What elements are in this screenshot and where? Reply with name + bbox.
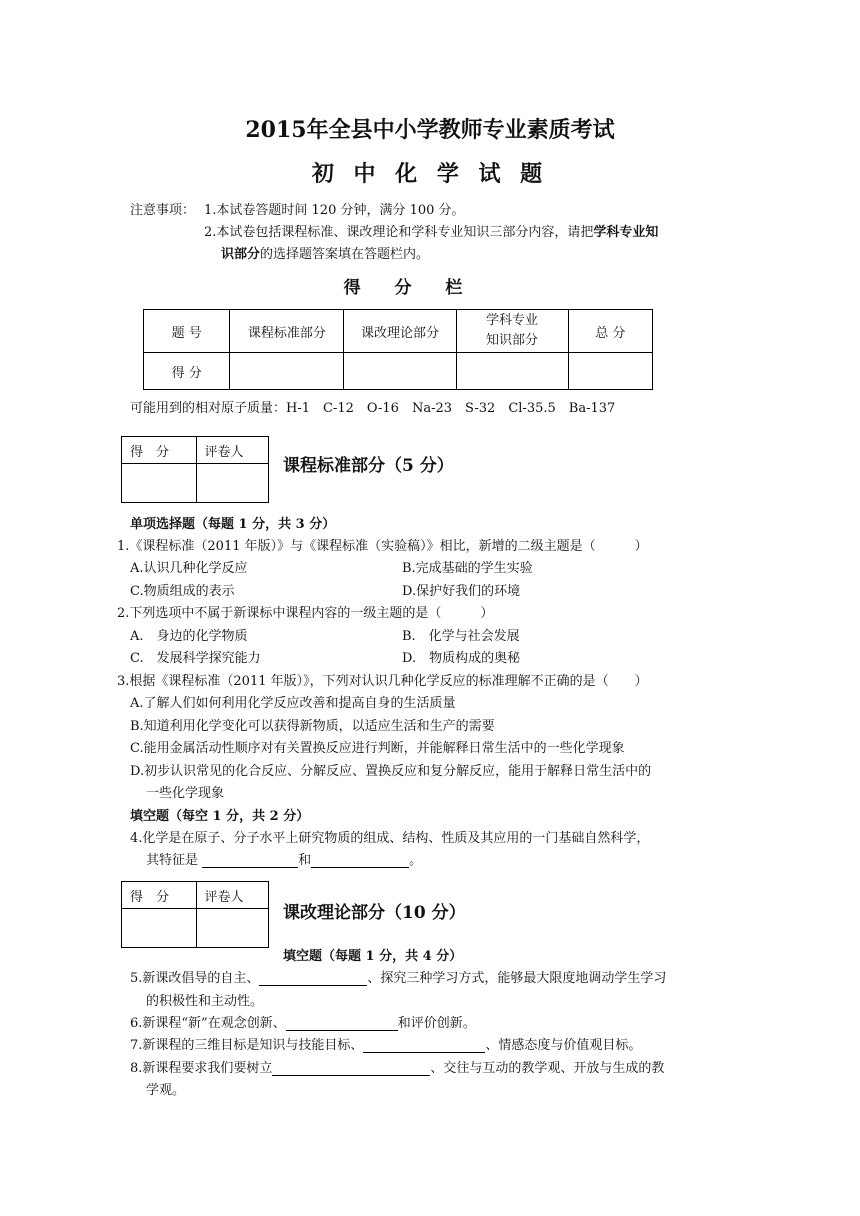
q2-option-b[interactable]: B. 化学与社会发展 [402, 629, 520, 644]
q4-blank-2[interactable] [311, 853, 409, 868]
score-cell-theory[interactable] [344, 353, 456, 390]
part2-fill-heading: 填空题（每题 1 分，共 4 分） [283, 949, 463, 964]
part1-mc-heading: 单项选择题（每题 1 分，共 3 分） [130, 517, 336, 532]
part1-fill-heading: 填空题（每空 1 分，共 2 分） [130, 809, 310, 824]
score-cell-subject[interactable] [456, 353, 568, 390]
q3-stem: 3.根据《课程标准（2011 年版）》，下列对认识几种化学反应的标准理解不正确的是（ ） [117, 674, 648, 689]
q6: 6.新课程“新”在观念创新、 和评价创新。 [130, 1016, 476, 1031]
q8-line2: 学观。 [146, 1083, 186, 1098]
q4-line2: 其特征是 和 。 [146, 853, 423, 868]
q5-line2: 的积极性和主动性。 [146, 994, 264, 1009]
grader-name-label: 评卷人 [196, 882, 268, 909]
grader-name-label: 评卷人 [196, 437, 268, 464]
grader-score-cell[interactable] [122, 909, 197, 948]
q3-option-d-cont: 一些化学现象 [146, 786, 225, 801]
q7: 7.新课程的三维目标是知识与技能目标、 、情感态度与价值观目标。 [130, 1038, 642, 1053]
score-header-number: 题 号 [144, 310, 230, 353]
q2-stem: 2.下列选项中不属于新课标中课程内容的一级主题的是（ ） [117, 606, 494, 621]
q4-blank-1[interactable] [202, 853, 298, 868]
notice-item-1: 1.本试卷答题时间 120 分钟，满分 100 分。 [204, 203, 465, 218]
grader-name-cell[interactable] [196, 909, 268, 948]
notice-item-2: 2.本试卷包括课程标准、课改理论和学科专业知识三部分内容，请把学科专业知 [204, 225, 659, 240]
exam-subtitle: 初 中 化 学 试 题 [311, 161, 549, 187]
q5-line1: 5.新课改倡导的自主、 、探究三种学习方式，能够最大限度地调动学生学习 [130, 971, 667, 986]
q4-line1: 4.化学是在原子、分子水平上研究物质的组成、结构、性质及其应用的一门基础自然科学， [130, 831, 650, 846]
q1-option-c[interactable]: C.物质组成的表示 [130, 584, 235, 599]
q1-option-d[interactable]: D.保护好我们的环境 [402, 584, 521, 599]
q1-option-b[interactable]: B.完成基础的学生实验 [402, 561, 533, 576]
q3-option-b[interactable]: B.知道利用化学变化可以获得新物质，以适应生活和生产的需要 [130, 719, 495, 734]
q3-option-d[interactable]: D.初步认识常见的化合反应、分解反应、置换反应和复分解反应，能用于解释日常生活中的 [130, 764, 652, 779]
grader-score-cell[interactable] [122, 464, 197, 503]
q2-option-a[interactable]: A. 身边的化学物质 [130, 629, 248, 644]
score-header-subject: 学科专业 知识部分 [456, 310, 568, 353]
score-cell-total[interactable] [568, 353, 652, 390]
q5-blank[interactable] [259, 971, 367, 986]
score-header-total: 总 分 [568, 310, 652, 353]
q7-blank[interactable] [363, 1038, 485, 1053]
score-cell-standard[interactable] [230, 353, 344, 390]
grader-name-cell[interactable] [196, 464, 268, 503]
score-header-standard: 课程标准部分 [230, 310, 344, 353]
q3-option-c[interactable]: C.能用金属活动性顺序对有关置换反应进行判断，并能解释日常生活中的一些化学现象 [130, 741, 625, 756]
q1-option-a[interactable]: A.认识几种化学反应 [130, 561, 248, 576]
grader-score-label: 得 分 [122, 437, 197, 464]
score-header-theory: 课改理论部分 [344, 310, 456, 353]
part1-title: 课程标准部分（5 分） [283, 456, 454, 476]
q6-blank[interactable] [286, 1016, 398, 1031]
grader-box-part2 [121, 881, 269, 948]
q2-option-c[interactable]: C. 发展科学探究能力 [130, 651, 261, 666]
q1-stem: 1.《课程标准（2011 年版）》与《课程标准（实验稿）》相比，新增的二级主题是（ ） [117, 539, 648, 554]
score-section-title: 得 分 栏 [343, 278, 477, 298]
notice-item-2-cont: 识部分的选择题答案填在答题栏内。 [221, 247, 430, 262]
q2-option-d[interactable]: D. 物质构成的奥秘 [402, 651, 521, 666]
q8-line1: 8.新课程要求我们要树立 、交往与互动的教学观、开放与生成的教 [130, 1061, 665, 1076]
exam-title: 2015年全县中小学教师专业素质考试 [245, 117, 615, 143]
grader-score-label: 得 分 [122, 882, 197, 909]
score-table [143, 309, 653, 390]
q8-blank[interactable] [272, 1061, 430, 1076]
q3-option-a[interactable]: A.了解人们如何利用化学反应改善和提高自身的生活质量 [130, 696, 456, 711]
atomic-masses: 可能用到的相对原子质量：H-1 C-12 O-16 Na-23 S-32 Cl-35.5 Ba-137 [130, 401, 616, 416]
notice-label: 注意事项： [130, 203, 196, 218]
score-row-label: 得 分 [144, 353, 230, 390]
grader-box-part1 [121, 436, 269, 503]
part2-title: 课改理论部分（10 分） [283, 903, 466, 923]
